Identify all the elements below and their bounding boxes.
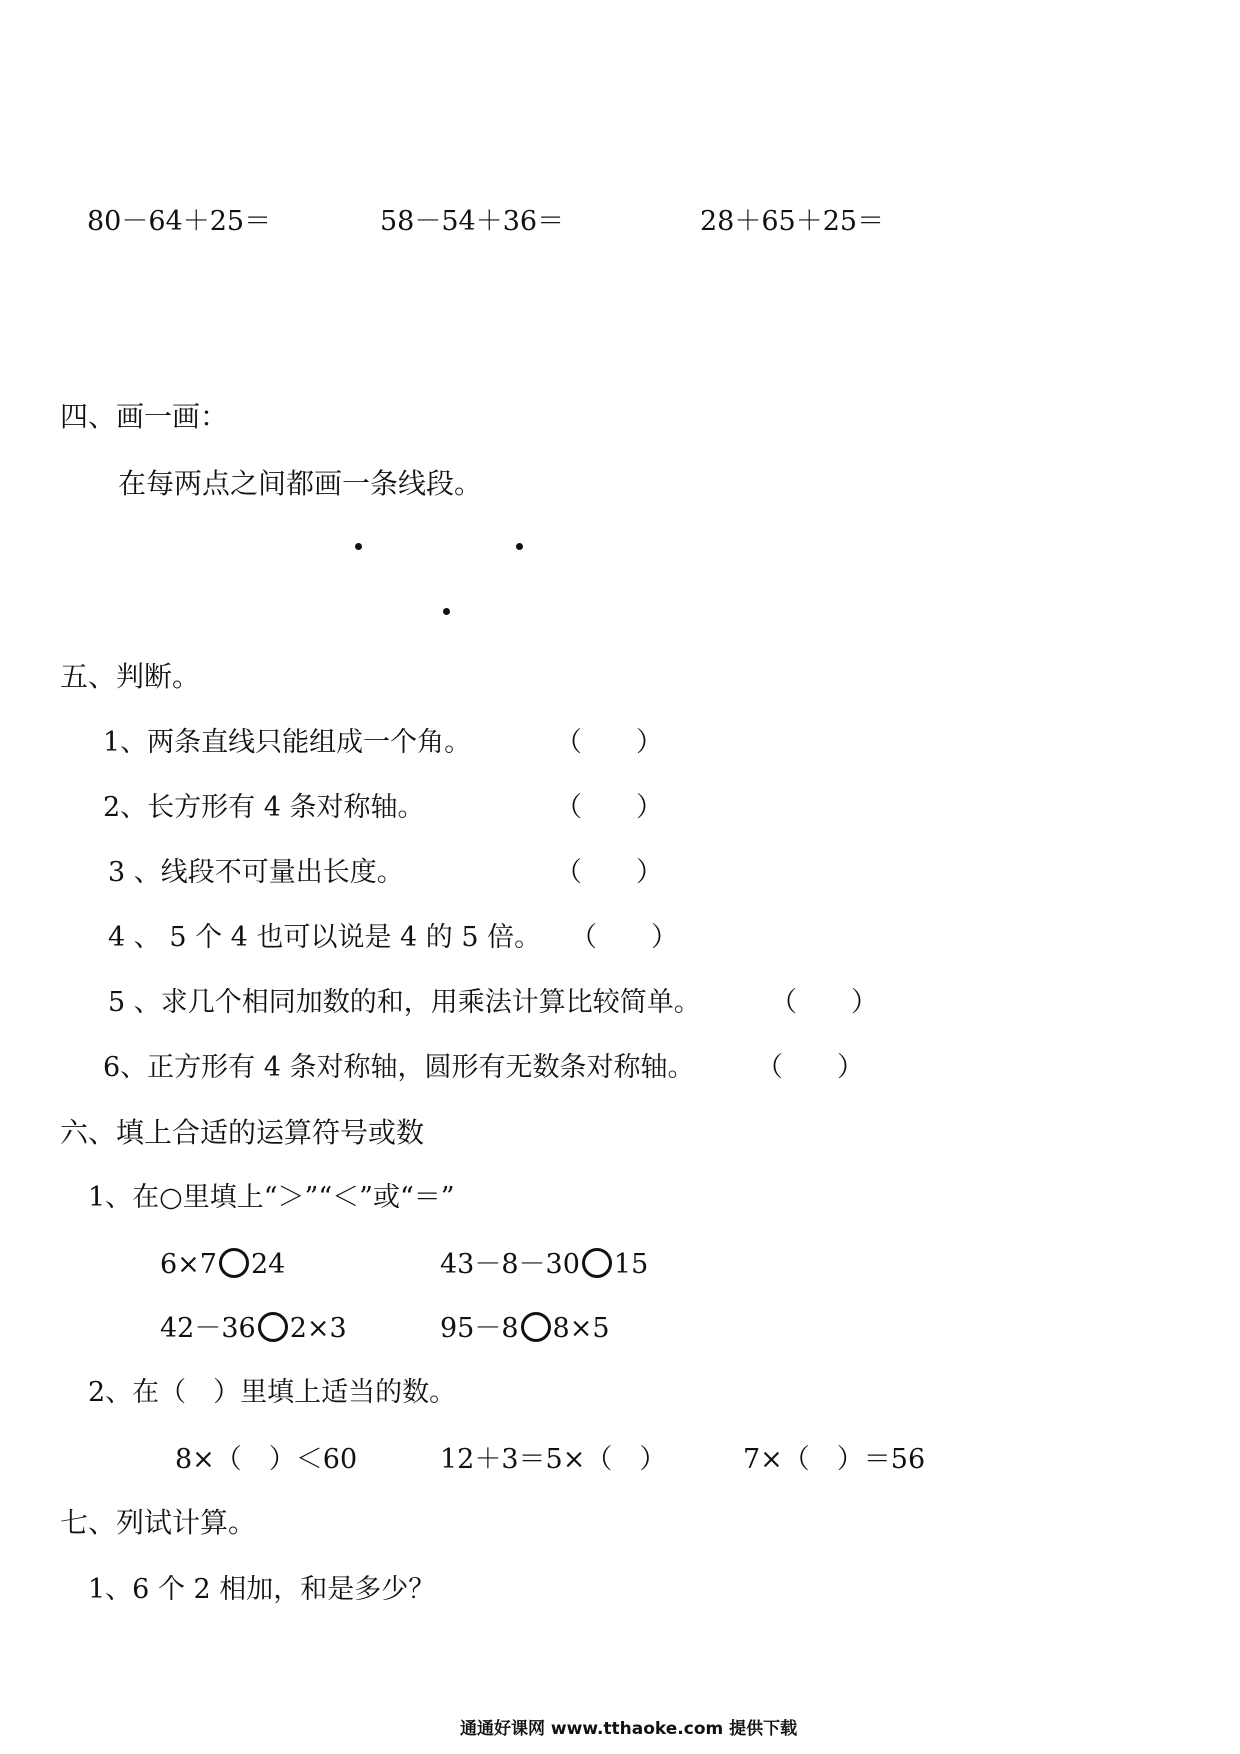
compare-circle-4[interactable] [521, 1312, 551, 1342]
section6-title: 六、填上合适的运算符号或数 [60, 1116, 425, 1149]
judge-item-2: 2、长方形有 4 条对称轴。 [103, 792, 425, 823]
judge-bracket-5[interactable]: （ ） [770, 987, 878, 1018]
section6-sub1: 1、在○里填上“＞”“＜”或“＝” [88, 1182, 455, 1213]
compare-3-right: 2×3 [289, 1313, 347, 1344]
section4-title: 四、画一画： [60, 400, 229, 433]
judge-bracket-4[interactable]: （ ） [570, 922, 678, 953]
footer-credit: 通通好课网 www.tthaoke.com 提供下载 [460, 1719, 798, 1739]
compare-2-right: 15 [613, 1249, 649, 1280]
compare-circle-1[interactable] [219, 1248, 249, 1278]
compare-4 [440, 1312, 610, 1346]
judge-item-1: 1、两条直线只能组成一个角。 [103, 727, 472, 758]
section7-q1: 1、6 个 2 相加，和是多少？ [88, 1574, 436, 1605]
compare-1-right: 24 [250, 1249, 286, 1280]
compare-1 [160, 1248, 285, 1282]
calc-expression-3: 28＋65＋25＝ [700, 206, 885, 237]
point-b [516, 543, 523, 550]
calc-expression-1: 80－64＋25＝ [87, 206, 272, 237]
calc-expression-2: 58－54＋36＝ [380, 206, 565, 237]
judge-item-4: 4 、 5 个 4 也可以说是 4 的 5 倍。 [108, 922, 542, 953]
section5-title: 五、判断。 [60, 660, 201, 693]
compare-circle-3[interactable] [258, 1312, 288, 1342]
fill-item-2[interactable]: 12＋3＝5×（ ） [440, 1444, 667, 1475]
judge-item-5: 5 、求几个相同加数的和，用乘法计算比较简单。 [108, 987, 701, 1018]
compare-1-left: 6×7 [160, 1249, 217, 1280]
point-a [355, 543, 362, 550]
fill-item-1[interactable]: 8×（ ）＜60 [175, 1444, 358, 1475]
judge-item-6: 6、正方形有 4 条对称轴，圆形有无数条对称轴。 [103, 1052, 695, 1083]
fill-item-3[interactable]: 7×（ ）＝56 [743, 1444, 926, 1475]
compare-3-left: 42－36 [160, 1313, 256, 1344]
compare-4-right: 8×5 [552, 1313, 610, 1344]
section4-instruction: 在每两点之间都画一条线段。 [118, 467, 483, 500]
section6-sub2: 2、在（ ）里填上适当的数。 [88, 1377, 457, 1408]
judge-bracket-2[interactable]: （ ） [555, 792, 663, 823]
judge-bracket-6[interactable]: （ ） [756, 1052, 864, 1083]
compare-2-left: 43－8－30 [440, 1249, 580, 1280]
judge-item-3: 3 、线段不可量出长度。 [108, 857, 404, 888]
point-c [443, 608, 450, 615]
compare-circle-2[interactable] [582, 1248, 612, 1278]
section7-title: 七、列试计算。 [60, 1506, 257, 1539]
judge-bracket-3[interactable]: （ ） [555, 857, 663, 888]
compare-2 [440, 1248, 648, 1282]
compare-4-left: 95－8 [440, 1313, 519, 1344]
judge-bracket-1[interactable]: （ ） [555, 727, 663, 758]
compare-3 [160, 1312, 347, 1346]
